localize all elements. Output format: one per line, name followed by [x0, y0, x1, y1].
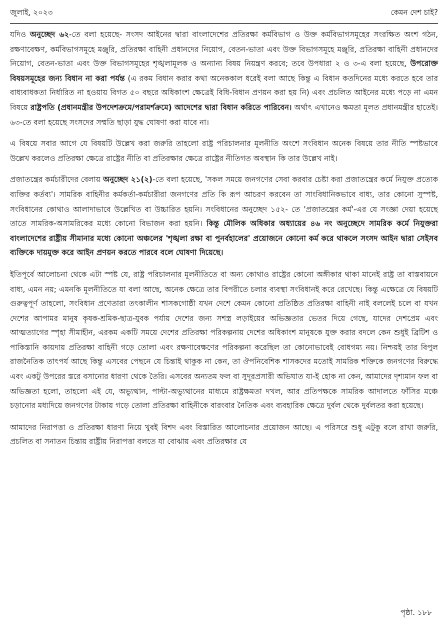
text-run: -তে বলা হয়েছে- সংসদ আইনের দ্বারা বাংলাদেশের প্রতিরক্ষা কর্মবিভাগ ও উক্ত কর্মবিভাগসমূহের সংরক্ষিত অংশ গঠন, রক্ষণাবেক্ষণ, কর্মবিভাগসমূহে মঞ্জুরি, প্রতিরক্ষা বাহিনী প্রধানদের নিয়োগ, বেতন-ভাতা এবং উক্ত বিভাগসমূহে মঞ্জুরি, প্রতিরক্ষা বাহিনী প্রধানদের নিয়োগ, বেতন-ভাতা এবং উক্ত বিভাগসমূহের শৃঙ্খলামূলক ও অন্যান্য বিষয় নিয়ন্ত্রণ করবে; তবে উপধারা ২ ও ৩-এ বলা হয়েছে, — [10, 30, 439, 69]
text-run: আমাদের নিরাপত্তা ও প্রতিরক্ষা ধারণা নিয়ে খুবই বিশদ এবং বিস্তারিত আলোচনার প্রয়োজন আছে। এ পরিসরে শুধু এটুকু বলে রাখা জরুরি, প্রচলিত বা সনাতন চিন্তায় রাষ্ট্রীয় নিরাপত্তা বলতে যা বোঝায় এবং প্রতিরক্ষার যে — [10, 422, 438, 447]
bold-text: অনুচ্ছেদ ৬২ — [29, 30, 70, 39]
header-date: জুলাই, ২০২৩ — [10, 8, 53, 17]
paragraph — [10, 137, 438, 166]
bold-text: রাষ্ট্রপতি (প্রধানমন্ত্রীর উপদেশক্রমে/পরামর্শক্রমে) আদেশের দ্বারা বিধান করিতে পারিবেন। — [30, 102, 292, 112]
bold-text: অনুচ্ছেদ ২১(২) — [102, 175, 153, 185]
page-number: পৃষ্ঠা. ১৮৮ — [400, 608, 432, 617]
paragraph — [10, 28, 438, 130]
header-rule — [10, 23, 438, 24]
text-run: অর্থাৎ এখানেও ক্ষমতা মূলত প্রধানমন্ত্রীর হাতেই। ৬৩-তে বলা হয়েছে সংসদের সম্মতি ছাড়া যুদ্ধ ঘোষণা করা যাবে না। — [10, 102, 438, 127]
paragraph — [10, 173, 438, 261]
text-run: প্রজাতন্ত্রের কর্মচারীদের বেলায় — [10, 175, 103, 185]
text-run: ইতিপূর্বে আলোচনা থেকে এটা স্পষ্ট যে, রাষ্ট্র পরিচালনার মূলনীতিতে বা অন্য কোথাও রাষ্ট্রের কোনো অঙ্গীকার থাকা মানেই রাষ্ট্র তা বাস্তবায়নে বাধ্য, এমন নয়; এমনকি মূলনীতিতে যা বলা আছে, অনেক ক্ষেত্রে তার বিপরীতে চলার ব্যবস্থা সংবিধানই করে রেখেছে। কিন্তু এক্ষেত্রে যে বিষয়টি গুরুত্বপূর্ণ তাহলো, সংবিধান প্রণেতারা তৎকালীন শাসকগোষ্ঠী যখন দেশে কেমন কোনো প্রতিষ্ঠিত প্রতিরক্ষা বাহিনী নাই বললেই চলে বা যখন দেশের আপামর মানুষ কৃষক-শ্রমিক-ছাত্র-যুবক পর্যায় দেশের জন্য সশস্ত্র লড়াইয়ের অভিজ্ঞতার ভেতর দিয়ে গেছে, যাদের দেশপ্রেম এবং আত্মত্যাগের স্পৃহা সীমাহীন, এরকম একটি সময়ে দেশের প্রতিরক্ষা পরিকল্পনায় দেশের অধিকাংশ মানুষকে যুক্ত করার বদলে কেন শুধুই ব্রিটিশ ও পাকিস্তানি কায়দায় প্রতিরক্ষা বাহিনী গড়ে তোলা এবং রক্ষণাবেক্ষণের পরিকল্পনা করেছিল তা কোনোভাবেই বোধগম্য নয়। নিশ্চয়ই তার বিপুল রাজনৈতিক তাৎপর্য আছে কিন্তু এসবের পেছনে যে চিন্তাই থাকুক না কেন, তা ঔপনিবেশিক শাসকদের মতোই সামরিক শক্তিকে জনগণের বিরুদ্ধে এবং একটু উপরের স্তরে বসানোর ধারণা থেকে তৈরি। এসবের অন্যতম ফল বা সুদূরপ্রসারী অভিঘাত যা-ই হোক না কেন, আমাদের দৃশ্যমান ফল বা অভিজ্ঞতা হলো, তাহলো এই যে, অভ্যুত্থান, পাল্টা-অভ্যুত্থানের মাধ্যমে রাষ্ট্রক্ষমতা দখল, আর প্রতিপক্ষকে সামরিক আদালতে ফাঁসির মঞ্চে চড়ানোর মধ্যদিয়ে জনগণের টাকায় গড়ে তোলা প্রতিরক্ষা বাহিনীকে বারংবার নৈতিক এবং ব্যবহারিক ক্ষেত্রে দুর্বল থেকে দুর্বলতর করা হয়েছে। — [10, 269, 438, 411]
running-header — [10, 4, 438, 22]
bold-text: কিন্তু মৌলিক অধিকার অধ্যায়ের ৪৬ নং অনুচ্ছেদে সামরিক কর্মে নিযুক্তরা বাংলাদেশের রাষ্ট্রীয় সীমানার মধ্যে কোনো অঞ্চলের 'শৃঙ্খলা রক্ষা বা পুনর্বহালের' প্রয়োজনে কোনো কর্ম করে থাকলে সংসদ আইন দ্বারা সেইসব ব্যক্তিকে দায়মুক্ত করে আইন প্রণয়ন করতে পারবে বলে ঘোষণা দিয়েছে। — [10, 219, 438, 258]
paragraph — [10, 421, 438, 450]
header-title: কেমন দেশ চাই? — [390, 8, 438, 17]
text-run: (এ রকম বিধান করার কথা অনেককাল ধরেই বলা আছে কিন্তু এ বিধান কতদিনের মধ্যে করতে হবে তার বাধ্যবাধকতা নির্ধারিত না হওয়ায় বিগত ৫০ বছরে অধিকাংশ ক্ষেত্রেই বিধি-বিধান প্রণয়ন করা হয় নি) এবং প্রচলিত আইনের মধ্যে পড়ে না এমন বিষয়ে — [10, 73, 438, 112]
text-run: -তে বলা হয়েছে, 'সকল সময়ে জনগণের সেবা করবার চেষ্টা করা প্রজাতন্ত্রের কর্মে নিযুক্ত প্রত্যেক ব্যক্তির কর্তব্য'। সামরিক বাহিনীর কর্মকর্তা-কর্মচারীরা জনগণের প্রতি কি রূপ আচরণ করবেন তা সাংবিধানিকভাবে বাধ্য, তার কোনো সুস্পষ্ট, সংবিধানের কোথাও আলাদাভাবে উল্লেখিত বা উচ্চারিত হয়নি। সংবিধানের অনুচ্ছেদ ১৫২- তে 'প্রজাতন্ত্রের কর্ম'-এর যে সংজ্ঞা দেয়া হয়েছে তাতে সামরিক-অসামরিকের মধ্যে কোনো বিভাজন করা হয়নি। — [10, 175, 438, 229]
text-run: এ বিষয়ে সবার আগে যে বিষয়টি উল্লেখ করা জরুরি তাহলো রাষ্ট্র পরিচালনার মূলনীতি অংশে সংবিধান অনেক বিষয়ে তার নীতি স্পষ্টভাবে উল্লেখ করলেও প্রতিরক্ষা ক্ষেত্রে রাষ্ট্রের নীতি বা প্রতিরক্ষার ক্ষেত্রে রাষ্ট্রের নীতিগত অবস্থান কি তার উল্লেখ নাই। — [10, 139, 438, 163]
bold-text: উপরোক্ত বিষয়সমূহের জন্য বিধান না করা পর্যন্ত — [10, 59, 438, 83]
text-run: যদিও — [10, 30, 30, 39]
article-body — [10, 28, 438, 457]
paragraph — [10, 268, 438, 414]
